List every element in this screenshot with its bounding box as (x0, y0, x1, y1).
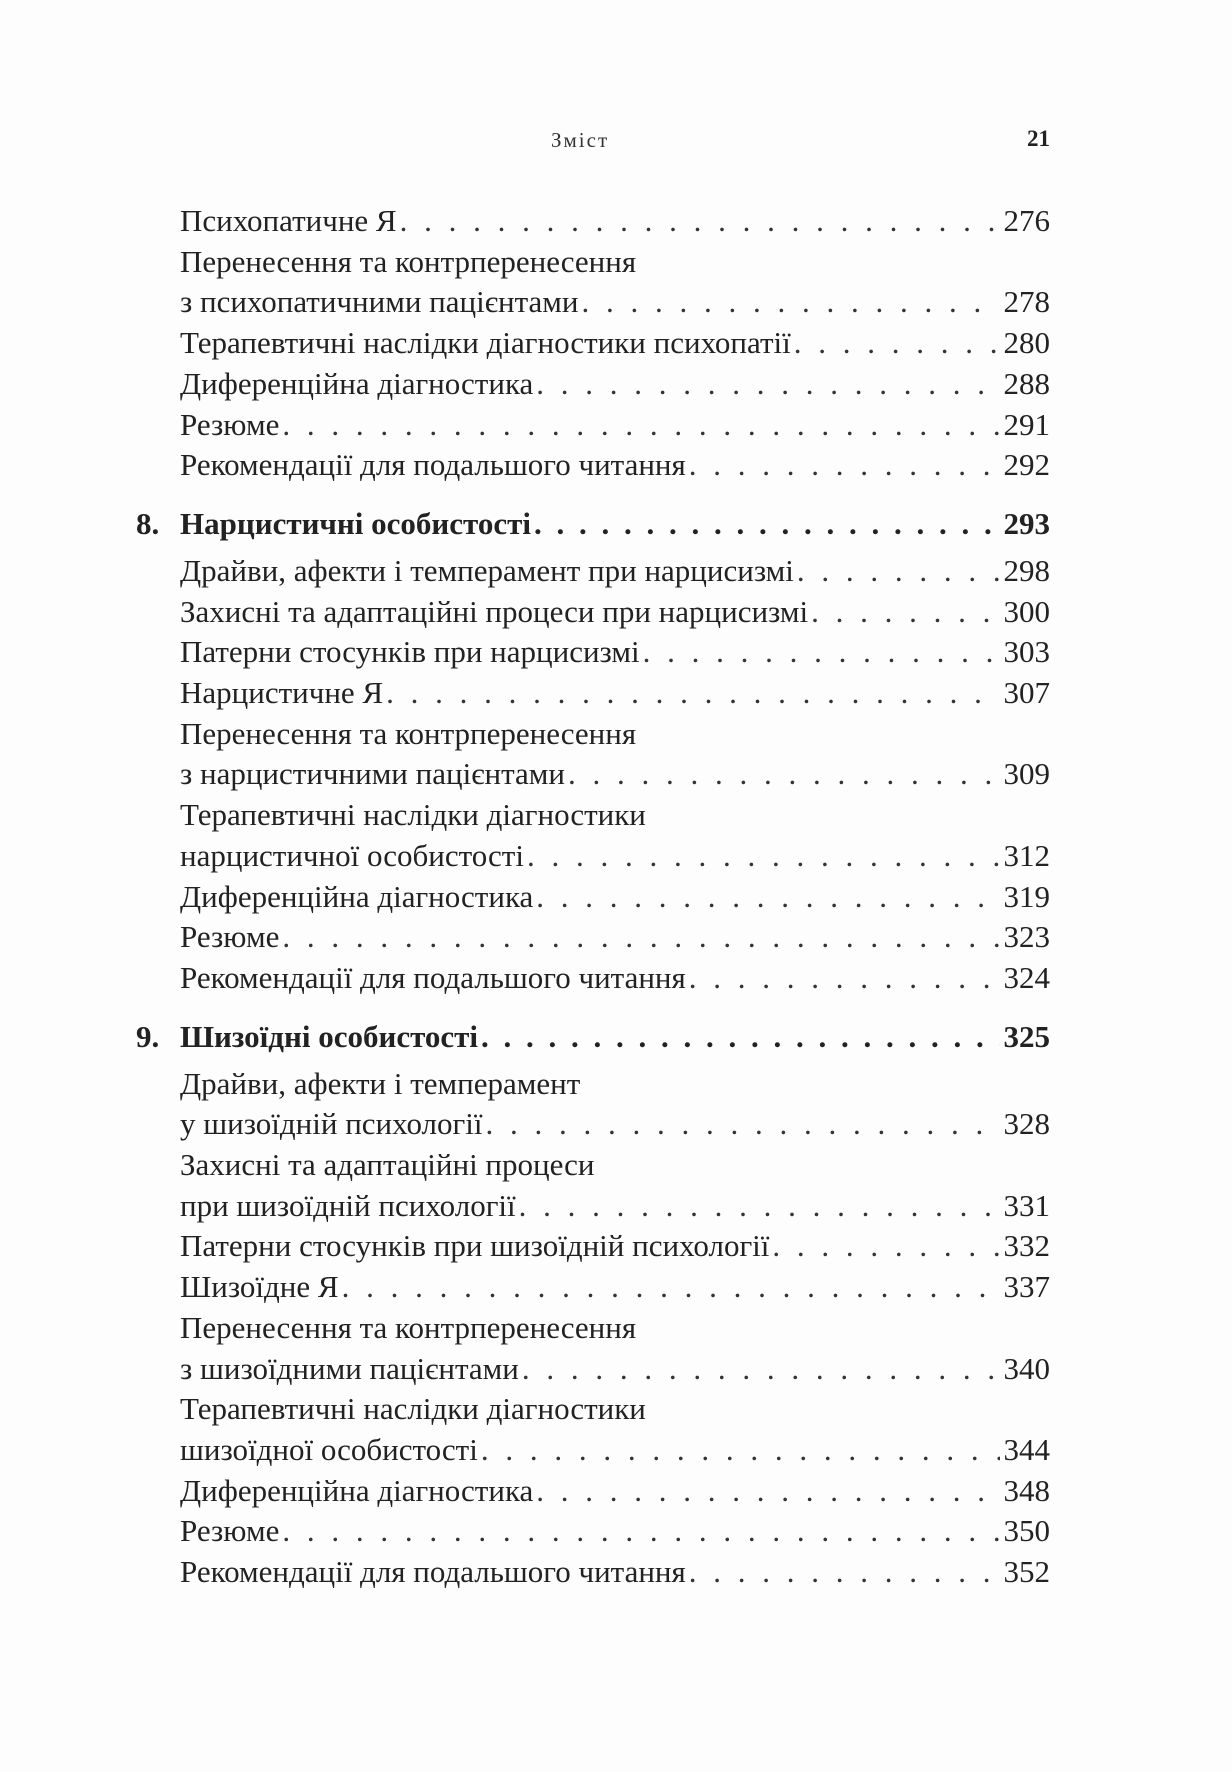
toc-entry-page: 309 (1003, 756, 1050, 792)
dot-leader (689, 445, 1000, 486)
toc-entry[interactable] (180, 1552, 1050, 1593)
toc-entry[interactable] (180, 877, 1050, 918)
toc-chapter-9 (136, 1016, 1050, 1593)
dot-leader (481, 1016, 1000, 1058)
toc-entry[interactable] (180, 836, 1050, 877)
dot-leader (568, 754, 1000, 795)
dot-leader (527, 836, 1000, 877)
chapter-page: 293 (1003, 505, 1050, 541)
toc-entry-page: 319 (1003, 878, 1050, 914)
dot-leader (536, 364, 999, 405)
toc-entry-page: 323 (1003, 919, 1050, 955)
toc-entry-title: Патерни стосунків при нарцисизмі (180, 634, 640, 670)
toc-entry-title: Патерни стосунків при шизоїдній психології (180, 1228, 770, 1264)
toc-entry-page: 337 (1003, 1269, 1050, 1305)
toc-entry-title: Диференційна діагностика (180, 1472, 534, 1508)
toc-entry-title: Шизоїдне Я (180, 1269, 339, 1305)
toc-entry-page: 307 (1003, 675, 1050, 711)
toc-entry[interactable] (180, 958, 1050, 999)
dot-leader (582, 282, 1000, 323)
toc-entry-title: з психопатичними пацієнтами (180, 284, 579, 320)
toc-entry-title: у шизоїдній психології (180, 1106, 483, 1142)
dot-leader (519, 1186, 1000, 1227)
toc-entry[interactable] (180, 1471, 1050, 1512)
toc-entry-title: Резюме (180, 406, 280, 442)
dot-leader (481, 1430, 1000, 1471)
toc-entry-page: 300 (1003, 593, 1050, 629)
toc-entry[interactable] (180, 551, 1050, 592)
toc-entry[interactable] (180, 1267, 1050, 1308)
toc-entry-page: 278 (1003, 284, 1050, 320)
toc-entry-title: Психопатичне Я (180, 203, 397, 238)
toc-entry-title: Драйви, афекти і темперамент при нарцисизмі (180, 552, 794, 588)
toc-entry[interactable] (180, 323, 1050, 364)
dot-leader (689, 1552, 1000, 1593)
toc-entry[interactable] (180, 1511, 1050, 1552)
dot-leader (282, 405, 999, 446)
dot-leader (400, 201, 1000, 242)
toc-continued-sections (180, 201, 1050, 486)
toc-entry-page: 331 (1003, 1187, 1050, 1223)
toc-entry-title: Нарцистичне Я (180, 675, 384, 711)
toc-entry-page: 348 (1003, 1472, 1050, 1508)
toc-entry[interactable] (180, 1430, 1050, 1471)
toc-entry-title: шизоїдної особистості (180, 1431, 478, 1467)
toc-entry-page: 288 (1003, 365, 1050, 401)
chapter-number: 8. (136, 505, 160, 541)
toc-entry-title-line[interactable]: Перенесення та контрперенесення (180, 715, 637, 751)
toc-entry-page: 303 (1003, 634, 1050, 670)
toc-entry-title: Рекомендації для подальшого читання (180, 447, 686, 483)
toc-entry[interactable] (180, 673, 1050, 714)
toc-entry-title: нарцистичної особистості (180, 837, 524, 873)
toc-entry[interactable] (180, 754, 1050, 795)
dot-leader (534, 503, 1000, 545)
toc-entry-title: Терапевтичні наслідки діагностики психопатії (180, 325, 791, 361)
toc-entry[interactable] (180, 592, 1050, 633)
dot-leader (386, 673, 999, 714)
dot-leader (282, 1511, 999, 1552)
toc-entry-page: 312 (1003, 837, 1050, 873)
toc-entry-title: Резюме (180, 1513, 280, 1549)
toc-entry[interactable] (180, 1349, 1050, 1390)
toc-entry-page: 328 (1003, 1106, 1050, 1142)
dot-leader (485, 1104, 999, 1145)
toc-entry-page: 350 (1003, 1513, 1050, 1549)
chapter-title: Шизоїдні особистості (180, 1018, 478, 1054)
toc-entry-title: Рекомендації для подальшого читання (180, 959, 686, 995)
toc-entry-title-line[interactable]: Терапевтичні наслідки діагностики (180, 797, 646, 833)
dot-leader (536, 877, 999, 918)
toc-entry[interactable] (180, 632, 1050, 673)
toc-entry-title-line[interactable]: Перенесення та контрперенесення (180, 1309, 637, 1345)
dot-leader (522, 1349, 1000, 1390)
toc-entry-title: з шизоїдними пацієнтами (180, 1350, 519, 1386)
chapter-number: 9. (136, 1018, 160, 1054)
toc-entry[interactable] (180, 445, 1050, 486)
dot-leader (643, 632, 1000, 673)
toc-entry-title: Диференційна діагностика (180, 365, 534, 401)
toc-entry-title: Захисні та адаптаційні процеси при нарцисизмі (180, 593, 809, 629)
toc-entry-page: 324 (1003, 959, 1050, 995)
toc-entry-page: 352 (1003, 1554, 1050, 1590)
toc-chapter-8 (136, 503, 1050, 999)
toc-entry[interactable] (180, 201, 1050, 242)
toc-entry-title: Рекомендації для подальшого читання (180, 1554, 686, 1590)
toc-entry-page: 340 (1003, 1350, 1050, 1386)
chapter-page: 325 (1003, 1018, 1050, 1054)
toc-entry-page: 292 (1003, 447, 1050, 483)
toc-entry-page: 298 (1003, 552, 1050, 588)
toc-chapter-heading[interactable] (136, 1016, 1050, 1058)
toc-entry-title: з нарцистичними пацієнтами (180, 756, 565, 792)
toc-entry[interactable] (180, 1226, 1050, 1267)
toc-entry[interactable] (180, 1104, 1050, 1145)
toc-entry-page: 280 (1003, 325, 1050, 361)
dot-leader (794, 323, 1000, 364)
toc-entry-page: 344 (1003, 1431, 1050, 1467)
toc-entry-page: 332 (1003, 1228, 1050, 1264)
page-number: 21 (1027, 126, 1050, 151)
dot-leader (811, 592, 999, 633)
toc-entry-title-line[interactable]: Перенесення та контрперенесення (180, 243, 637, 279)
toc-entry-title: Резюме (180, 919, 280, 955)
toc-entry[interactable] (180, 917, 1050, 958)
toc-entry[interactable] (180, 405, 1050, 446)
chapter-title: Нарцистичні особистості (180, 505, 531, 541)
toc-entry-page: 276 (1003, 203, 1050, 238)
running-title: Зміст (551, 128, 610, 152)
toc-entry-page: 291 (1003, 406, 1050, 442)
toc-entry-title-line[interactable]: Терапевтичні наслідки діагностики (180, 1391, 646, 1427)
toc-chapter-heading[interactable] (136, 503, 1050, 545)
dot-leader (536, 1471, 999, 1512)
toc-entry-title-line[interactable]: Драйви, афекти і темперамент (180, 1065, 581, 1101)
toc-entry-title: Диференційна діагностика (180, 878, 534, 914)
table-of-contents (136, 201, 1050, 1610)
dot-leader (772, 1226, 999, 1267)
toc-entry-title-line[interactable]: Захисні та адаптаційні процеси (180, 1147, 595, 1183)
dot-leader (342, 1267, 1000, 1308)
running-head (0, 128, 1232, 158)
toc-entry[interactable] (180, 364, 1050, 405)
dot-leader (689, 958, 1000, 999)
toc-entry[interactable] (180, 1186, 1050, 1227)
dot-leader (797, 551, 1000, 592)
toc-entry-title: при шизоїдній психології (180, 1187, 516, 1223)
toc-entry[interactable] (180, 282, 1050, 323)
dot-leader (282, 917, 999, 958)
